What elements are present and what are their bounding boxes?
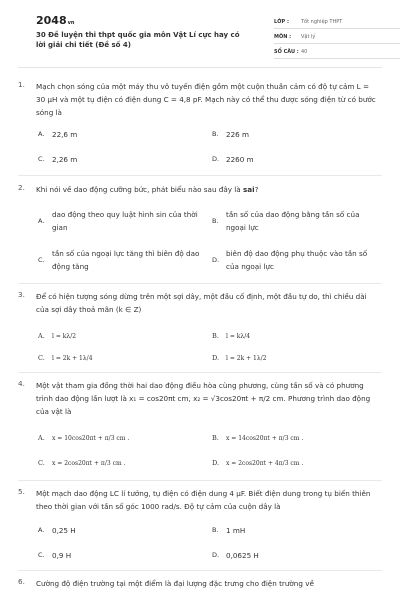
option-label: D. <box>212 459 220 467</box>
document-header <box>18 0 382 68</box>
meta-row-count <box>274 46 400 59</box>
option-text: tần số của ngoại lực tăng thì biên độ dao động tăng <box>52 249 200 271</box>
option-d[interactable] <box>212 549 259 562</box>
divider <box>18 480 382 481</box>
question-5 <box>18 487 380 513</box>
option-label: A. <box>38 434 45 442</box>
option-a[interactable] <box>38 524 76 537</box>
option-c[interactable] <box>38 153 77 166</box>
question-3 <box>18 290 380 316</box>
option-formula: x = 2cos20πt + π/3 cm . <box>52 460 126 467</box>
divider <box>18 372 382 373</box>
question-text: Một vật tham gia đồng thời hai dao động điều hòa cùng phương, cùng tần số và có phương trình dao động lần lượt là x₁ = cos20πt cm, x₂ = √3cos20πt + π/2 cm. Phương trình dao động của vật là <box>36 381 371 416</box>
option-label: C. <box>38 459 45 467</box>
option-d[interactable] <box>212 153 254 166</box>
option-text: 0,9 H <box>52 551 72 560</box>
option-label: D. <box>212 155 220 163</box>
option-text: biên độ dao động phụ thuộc vào tần số của ngoại lực <box>226 249 368 271</box>
question-text-prefix: Khi nói về dao động cưỡng bức, phát biểu nào sau đây là <box>36 185 243 194</box>
question-number: 5. <box>18 487 25 496</box>
option-d[interactable] <box>212 352 267 365</box>
divider <box>18 175 382 176</box>
site-logo[interactable] <box>36 14 74 27</box>
option-c[interactable] <box>38 549 71 562</box>
option-b[interactable] <box>212 128 249 141</box>
option-a[interactable] <box>38 330 76 343</box>
meta-key: MÔN : <box>274 34 292 40</box>
option-label: C. <box>38 155 45 163</box>
option-text: 0,0625 H <box>226 551 259 560</box>
option-b[interactable] <box>212 208 382 234</box>
option-text: tần số của dao động bằng tần số của ngoại lực <box>226 210 360 232</box>
question-number: 3. <box>18 290 25 299</box>
option-label: C. <box>38 354 45 362</box>
question-text-emphasis: sai <box>242 185 255 194</box>
option-c[interactable] <box>38 247 208 273</box>
option-a[interactable] <box>38 128 77 141</box>
document-title: 30 Đề luyện thi thpt quốc gia môn Vật Lí cực hay có lời giải chi tiết (Đề số 4) <box>36 31 240 49</box>
option-text: 2,26 m <box>52 155 78 164</box>
meta-row-subject <box>274 31 400 44</box>
option-text: 22,6 m <box>52 130 78 139</box>
question-number: 2. <box>18 183 25 192</box>
option-a[interactable] <box>38 208 208 234</box>
meta-value: Vật lý <box>301 34 316 40</box>
option-label: D. <box>212 354 220 362</box>
meta-key: SỐ CÂU : <box>274 49 299 55</box>
option-formula: l = 2k + 1λ/2 <box>226 355 267 362</box>
option-text: 0,25 H <box>52 526 76 535</box>
document-meta <box>274 16 400 61</box>
meta-row-class <box>274 16 400 29</box>
option-label: C. <box>38 255 45 264</box>
option-b[interactable] <box>212 432 303 445</box>
option-formula: x = 14cos20πt + π/3 cm . <box>226 435 304 442</box>
question-text: Một mạch dao động LC lí tưởng, tụ điện có điện dung 4 μF. Biết điện dung trong tụ biến thiên theo thời gian với tần số góc 1000 rad/s. Độ tự cảm của cuộn dây là <box>36 489 371 511</box>
question-text: Mạch chọn sóng của một máy thu vô tuyến điện gồm một cuộn thuần cảm có độ tự cảm L = 30 μH và một tụ điện có điện dung C = 4,8 pF. Mạch này có thể thu được sóng điện từ có bước sóng là <box>36 82 376 117</box>
question-text <box>36 183 380 196</box>
option-label: A. <box>38 130 45 138</box>
option-formula: l = 2k + 1λ/4 <box>52 355 93 362</box>
option-text: dao động theo quy luật hình sin của thời gian <box>52 210 198 232</box>
logo-text: 2048 <box>36 14 67 27</box>
option-c[interactable] <box>38 352 93 365</box>
option-label: D. <box>212 255 220 264</box>
option-a[interactable] <box>38 432 129 445</box>
option-label: B. <box>212 434 219 442</box>
option-c[interactable] <box>38 457 125 470</box>
option-label: C. <box>38 551 45 559</box>
option-label: A. <box>38 526 45 534</box>
option-label: B. <box>212 216 219 225</box>
option-b[interactable] <box>212 330 250 343</box>
question-number: 1. <box>18 80 25 89</box>
question-6 <box>18 577 380 590</box>
option-formula: l = kλ/4 <box>226 333 251 340</box>
option-label: D. <box>212 551 220 559</box>
option-label: B. <box>212 332 219 340</box>
meta-value: 40 <box>301 49 308 55</box>
question-4 <box>18 379 380 418</box>
option-label: A. <box>38 216 45 225</box>
option-label: B. <box>212 526 219 534</box>
divider <box>18 570 382 571</box>
option-formula: x = 2cos20πt + 4π/3 cm . <box>226 460 304 467</box>
question-1 <box>18 80 380 119</box>
option-b[interactable] <box>212 524 245 537</box>
option-text: 1 mH <box>226 526 246 535</box>
option-formula: l = kλ/2 <box>52 333 77 340</box>
option-text: 226 m <box>226 130 250 139</box>
question-number: 4. <box>18 379 25 388</box>
question-text-suffix: ? <box>254 185 259 194</box>
option-d[interactable] <box>212 457 303 470</box>
option-label: B. <box>212 130 219 138</box>
question-text: Để có hiện tượng sóng dừng trên một sợi dây, một đầu cố định, một đầu tự do, thì chiều dài của sợi dây thoả mãn (k ∈ Z) <box>36 292 367 314</box>
option-d[interactable] <box>212 247 382 273</box>
option-text: 2260 m <box>226 155 254 164</box>
logo-suffix: vn <box>67 20 75 26</box>
question-text: Cường độ điện trường tại một điểm là đại lượng đặc trưng cho điện trường về <box>36 579 314 588</box>
question-2 <box>18 183 380 196</box>
question-number: 6. <box>18 577 25 586</box>
option-formula: x = 10cos20πt + π/3 cm . <box>52 435 130 442</box>
divider <box>18 283 382 284</box>
meta-value: Tốt nghiệp THPT <box>301 19 343 25</box>
meta-key: LỚP : <box>274 19 289 25</box>
option-label: A. <box>38 332 45 340</box>
